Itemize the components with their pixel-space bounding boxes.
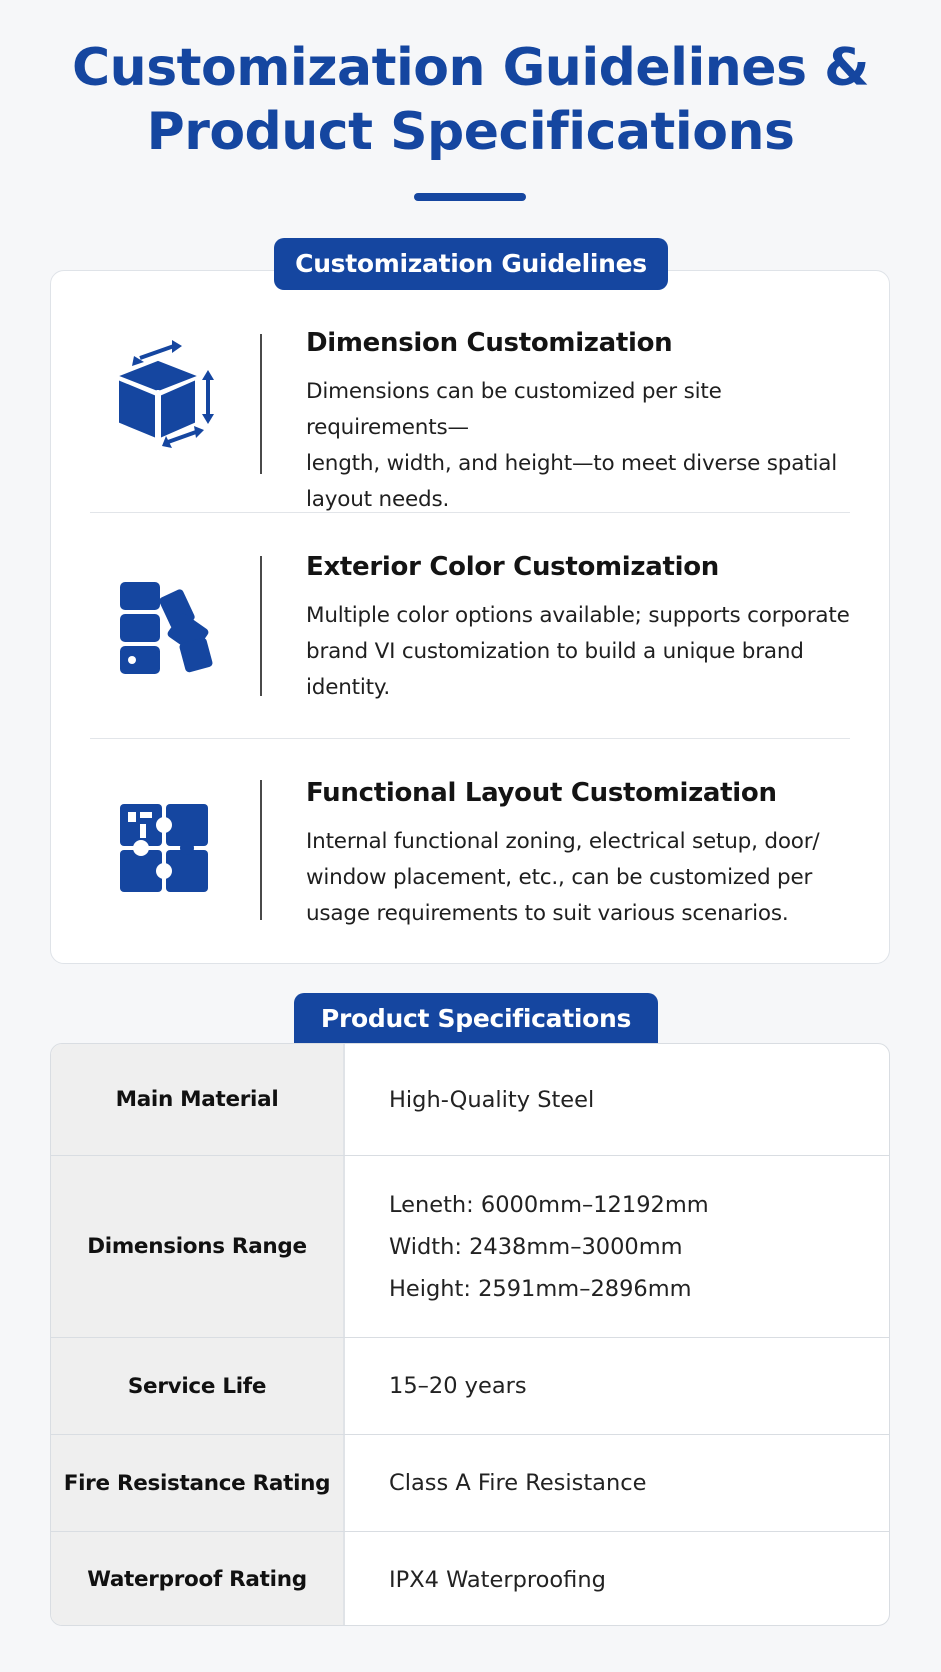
spec-value-line: Width: 2438mm–3000mm: [389, 1233, 683, 1260]
spec-value-line: 15–20 years: [389, 1373, 527, 1399]
spec-value: [389, 1435, 646, 1531]
spec-value-line: Height: 2591mm–2896mm: [389, 1275, 692, 1302]
specifications-table: [50, 1043, 890, 1626]
spec-value: [389, 1044, 594, 1155]
desc-line: length, width, and height—to meet diverse spatial: [306, 451, 837, 476]
spec-label: Fire Resistance Rating: [51, 1435, 345, 1531]
color-swatch-icon: [110, 564, 214, 676]
desc-line: layout needs.: [306, 487, 450, 512]
desc-line: brand VI customization to build a unique brand: [306, 639, 804, 664]
spec-value-line: Leneth: 6000mm–12192mm: [389, 1191, 709, 1218]
item-title: Functional Layout Customization: [306, 778, 777, 808]
spec-value-line: High-Quality Steel: [389, 1086, 595, 1113]
desc-line: Dimensions can be customized per site requirements—: [306, 379, 722, 440]
item-divider-line: [260, 334, 262, 474]
customization-item-dimension: [50, 318, 890, 518]
item-title: Exterior Color Customization: [306, 552, 720, 582]
item-description: [306, 824, 866, 932]
item-separator: [90, 738, 850, 739]
title-underline: [414, 193, 526, 201]
spec-label: Waterproof Rating: [51, 1532, 345, 1626]
customization-section-label: Customization Guidelines: [274, 238, 668, 290]
page-title-line-2: Product Specifications: [146, 102, 795, 162]
spec-label: Dimensions Range: [51, 1156, 345, 1337]
spec-label: Main Material: [51, 1044, 345, 1155]
spec-label: Service Life: [51, 1338, 345, 1434]
table-row: [51, 1155, 890, 1337]
resize-cube-icon: [110, 338, 214, 450]
desc-line: Multiple color options available; supports corporate: [306, 603, 850, 628]
item-separator: [90, 512, 850, 513]
spec-value: [389, 1338, 527, 1434]
puzzle-layout-icon: [110, 790, 214, 902]
table-row: [51, 1337, 890, 1434]
table-row: [51, 1044, 890, 1155]
item-title: Dimension Customization: [306, 328, 673, 358]
item-divider-line: [260, 556, 262, 696]
desc-line: Internal functional zoning, electrical setup, door/: [306, 829, 820, 854]
desc-line: usage requirements to suit various scenarios.: [306, 901, 789, 926]
desc-line: window placement, etc., can be customized per: [306, 865, 813, 890]
table-row: [51, 1434, 890, 1531]
spec-value-line: Class A Fire Resistance: [389, 1470, 647, 1496]
customization-item-color: [50, 544, 890, 744]
customization-item-layout: [50, 770, 890, 970]
item-divider-line: [260, 780, 262, 920]
spec-value: [389, 1156, 709, 1337]
item-description: [306, 598, 866, 706]
specifications-section-label: Product Specifications: [294, 993, 658, 1045]
item-description: [306, 374, 866, 518]
spec-value-line: IPX4 Waterproofing: [389, 1566, 606, 1593]
spec-value: [389, 1532, 606, 1626]
page-title-line-1: Customization Guidelines &: [72, 38, 869, 98]
desc-line: identity.: [306, 675, 391, 700]
page-title: [0, 36, 941, 164]
table-row: [51, 1531, 890, 1626]
